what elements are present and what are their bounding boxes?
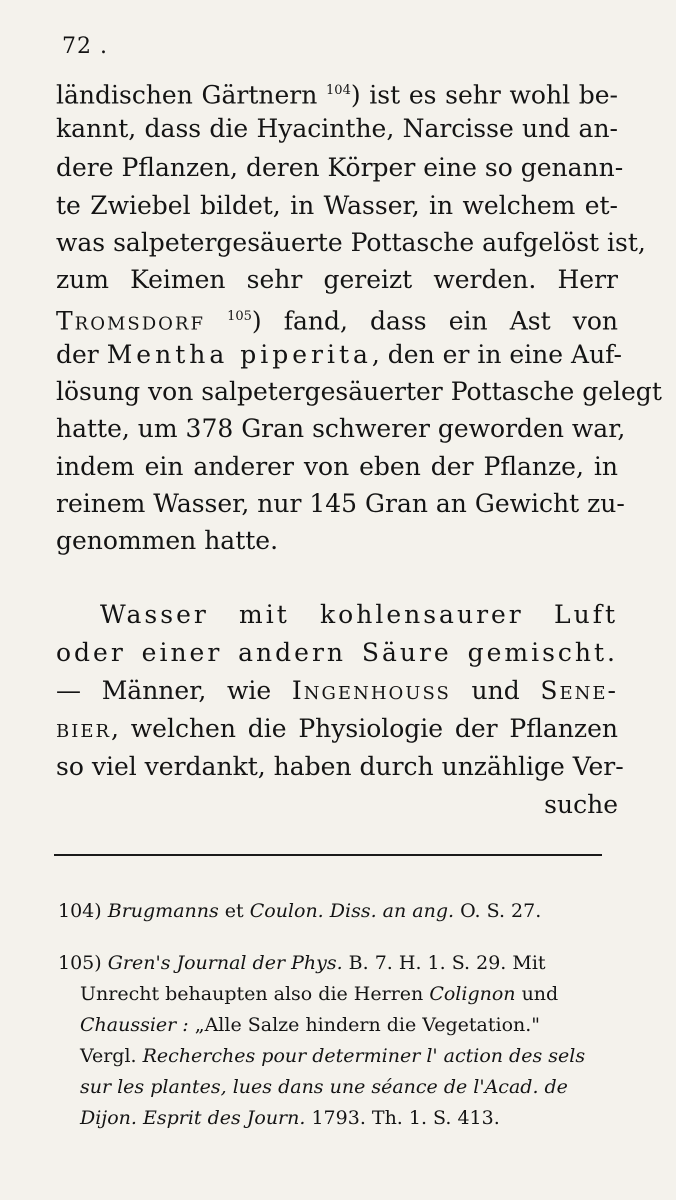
text-fragment: , welchen die Physiologie der Pflanzen xyxy=(111,714,618,743)
text-line-3: dere Pflanzen, deren Körper eine so genann- xyxy=(56,153,624,182)
person-name-senebier-cont: bier xyxy=(56,714,112,743)
text-line-9: lösung von salpetergesäuerter Pottasche gelegt xyxy=(56,377,662,406)
footnote-number: 104) xyxy=(58,900,102,922)
footnote-number: 105) xyxy=(58,952,102,974)
text-line-8 xyxy=(56,336,622,374)
person-name-senebier: Sene- xyxy=(540,676,618,705)
text-line-10: hatte, um 378 Gran schwerer geworden war, xyxy=(56,414,626,443)
text-fragment: der xyxy=(56,340,107,369)
page-number: 72 . xyxy=(62,34,108,59)
text-fragment: , den er in eine Auf- xyxy=(371,340,622,369)
text-fragment: 1793. Th. 1. S. 413. xyxy=(305,1107,500,1129)
text-line-6: zum Keimen sehr gereizt werden. Herr xyxy=(56,265,618,294)
footnote-citation: sur les plantes, lues dans une séance de l'Acad. de xyxy=(80,1076,568,1098)
footnote-105-line-3 xyxy=(80,1010,614,1041)
text-fragment: ) ist es sehr wohl be- xyxy=(350,80,619,110)
text-line-4: te Zwiebel bildet, in Wasser, in welchem et- xyxy=(56,191,618,220)
footnote-divider xyxy=(54,854,602,856)
footnote-author: Brugmanns xyxy=(107,900,219,922)
footnote-ref-104: 104 xyxy=(326,83,351,98)
text-fragment: und xyxy=(450,676,541,705)
footnote-journal: Gren's Journal der Phys. xyxy=(107,952,343,974)
footnote-105-line-5 xyxy=(80,1072,614,1103)
footnote-104 xyxy=(58,896,614,927)
footnote-ref-105: 105 xyxy=(227,309,252,324)
text-fragment: Unrecht behaupten also die Herren xyxy=(80,983,430,1005)
text-line-13: genommen hatte. xyxy=(56,526,279,555)
footnote-citation: Coulon. Diss. an ang. xyxy=(249,900,455,922)
text-line-5: was salpetergesäuerte Pottasche aufgelöst ist, xyxy=(56,228,646,257)
person-name-colignon: Colignon xyxy=(429,983,516,1005)
section-line-3 xyxy=(56,672,618,710)
text-line-11: indem ein anderer von eben der Pflanze, in xyxy=(56,452,618,481)
text-fragment: O. S. 27. xyxy=(454,900,542,922)
person-name-tromsdorf: Tromsdorf xyxy=(56,306,205,336)
text-line-12: reinem Wasser, nur 145 Gran an Gewicht zu- xyxy=(56,489,625,518)
footnote-citation: Dijon. Esprit des Journ. xyxy=(80,1107,306,1129)
plant-name-mentha: Mentha piperita xyxy=(106,340,372,369)
section-line-5: so viel verdankt, haben durch unzählige Ver- xyxy=(56,752,624,781)
text-line-2: kannt, dass die Hyacinthe, Narcisse und an- xyxy=(56,114,618,143)
person-name-chaussier: Chaussier : xyxy=(80,1014,189,1036)
text-line-1 xyxy=(56,72,618,114)
text-fragment: — Männer, wie xyxy=(56,676,292,705)
section-heading-line-1: Wasser mit kohlensaurer Luft xyxy=(100,600,618,629)
text-fragment: B. 7. H. 1. S. 29. Mit xyxy=(342,952,546,974)
text-fragment: et xyxy=(218,900,250,922)
catchword: suche xyxy=(544,790,618,819)
footnote-citation: Recherches pour determiner l' action des sels xyxy=(142,1045,586,1067)
text-fragment: und xyxy=(515,983,559,1005)
text-fragment: „Alle Salze hindern die Vegetation." xyxy=(188,1014,541,1036)
footnote-105-line-2 xyxy=(80,979,614,1010)
footnote-105-line-1 xyxy=(58,948,614,979)
person-name-ingenhouss: Ingenhouss xyxy=(291,676,451,705)
text-line-7 xyxy=(56,298,618,340)
section-heading-line-2: oder einer andern Säure gemischt. xyxy=(56,638,618,667)
text-fragment: ) fand, dass ein Ast von xyxy=(251,306,618,336)
section-line-4 xyxy=(56,710,618,748)
footnote-105-line-4 xyxy=(80,1041,614,1072)
text-fragment: Vergl. xyxy=(80,1045,143,1067)
text-fragment: ländischen Gärtnern xyxy=(56,80,327,110)
footnote-105-line-6 xyxy=(80,1103,614,1134)
